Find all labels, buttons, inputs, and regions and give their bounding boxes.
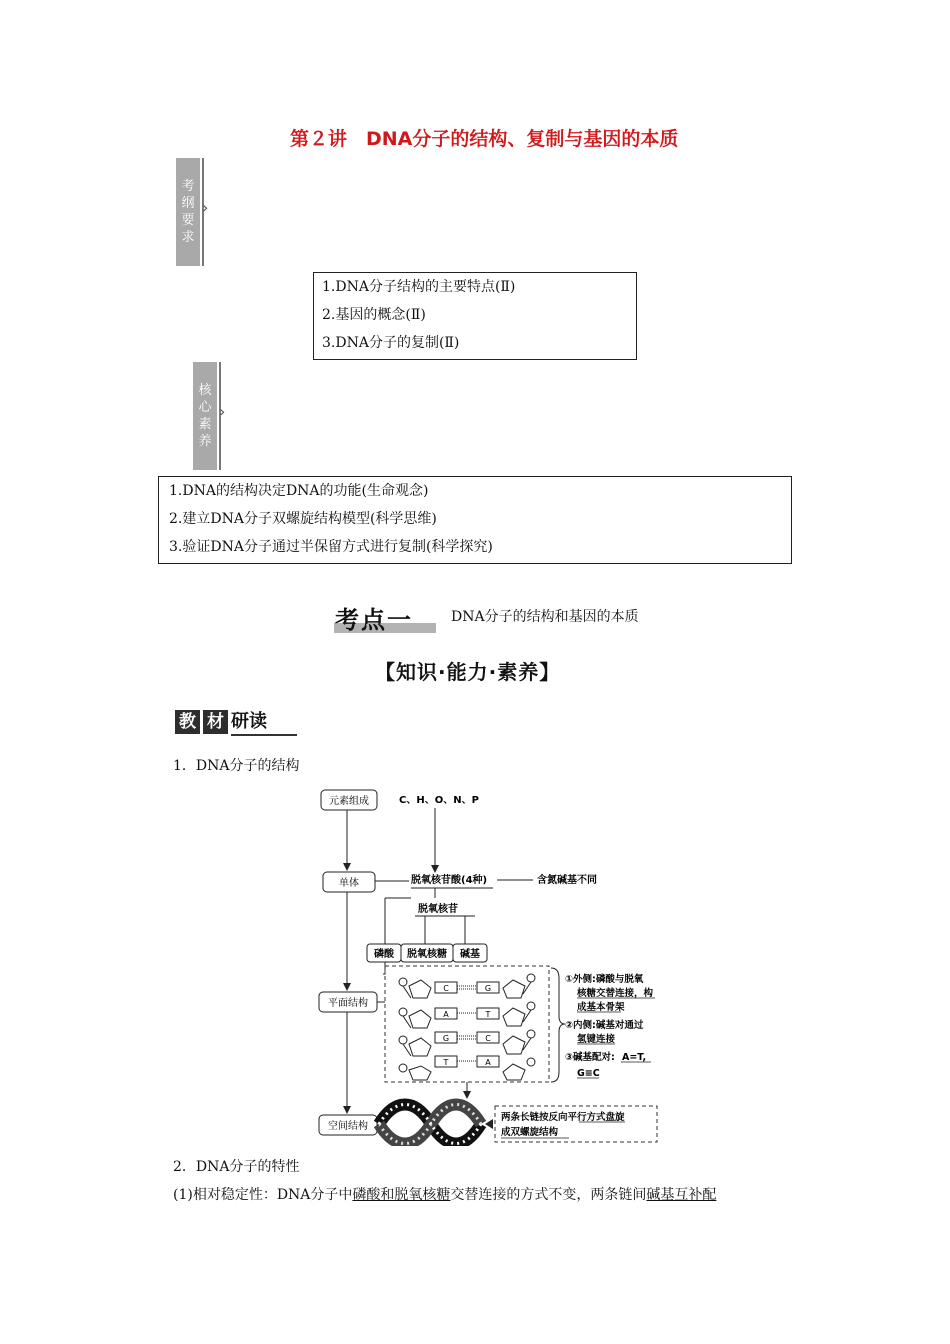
hexin-box [158, 476, 792, 564]
dna-backbone-left [399, 978, 431, 1080]
hexin-tab-char: 心 [198, 400, 212, 415]
monomer-note: 含氮碱基不同 [537, 875, 597, 886]
section-title: 【知识·能力·素养】 [375, 660, 561, 684]
paragraph-stability [173, 1184, 716, 1204]
svg-text:②内侧:碱基对通过: ②内侧:碱基对通过 [565, 1020, 644, 1031]
part-deoxyribose [401, 944, 453, 962]
kaogang-tab-char: 纲 [181, 196, 195, 211]
kaogang-item: 2.基因的概念(Ⅱ) [322, 307, 426, 323]
base-pair [435, 982, 499, 993]
para-text: (1)相对稳定性：DNA分子中 [173, 1187, 353, 1203]
left-label-monomer [323, 872, 375, 892]
svg-text:单体: 单体 [339, 878, 359, 889]
kaodian-subtitle: DNA分子的结构和基因的本质 [451, 609, 639, 625]
badge-text: 研读 [231, 711, 267, 732]
kaogang-box [313, 272, 637, 360]
nucleoside-text: 脱氧核苷 [418, 904, 458, 915]
svg-text:核糖交替连接，构: 核糖交替连接，构 [577, 988, 654, 999]
left-label-space [319, 1115, 377, 1135]
svg-text:两条长链按反向平行方式盘旋: 两条长链按反向平行方式盘旋 [501, 1112, 625, 1123]
svg-text:成基本骨架: 成基本骨架 [577, 1002, 625, 1013]
svg-text:氢键连接: 氢键连接 [577, 1034, 616, 1045]
svg-text:元素组成: 元素组成 [329, 796, 369, 807]
svg-text:空间结构: 空间结构 [328, 1121, 368, 1132]
kaogang-tab-char: 考 [181, 179, 195, 194]
svg-text:T: T [443, 1058, 449, 1067]
chevron-right-icon: › [219, 402, 226, 421]
svg-text:G: G [484, 984, 492, 993]
svg-text:G: G [442, 1034, 450, 1043]
part-phosphate [367, 944, 401, 962]
para-text: 交替连接的方式不变，两条链间 [450, 1187, 647, 1203]
page-title: 第２讲 DNA分子的结构、复制与基因的本质 [290, 128, 679, 150]
hexin-tab-char: 核 [198, 383, 212, 398]
svg-text:G≡C: G≡C [577, 1068, 600, 1079]
svg-text:成双螺旋结构: 成双螺旋结构 [501, 1127, 559, 1138]
svg-text:碱基: 碱基 [460, 949, 480, 960]
svg-text:平面结构: 平面结构 [328, 998, 368, 1009]
svg-text:①外侧:磷酸与脱氧: ①外侧:磷酸与脱氧 [565, 974, 644, 985]
hexin-item: 2.建立DNA分子双螺旋结构模型(科学思维) [169, 511, 437, 527]
hexin-tab-char: 养 [198, 434, 212, 449]
base-pair [435, 1056, 499, 1067]
kaogang-tab [176, 158, 200, 266]
svg-text:磷酸: 磷酸 [374, 949, 394, 960]
plane-notes [565, 973, 654, 1079]
base-pair [435, 1008, 499, 1019]
svg-text:C: C [485, 1034, 491, 1043]
badge-underline [231, 734, 297, 736]
arrow-left-icon [485, 1119, 493, 1129]
hexin-tab [193, 362, 217, 470]
badge-char: 材 [203, 710, 228, 734]
kaogang-tab-char: 要 [181, 213, 195, 228]
left-label-element [321, 790, 377, 810]
heading-dna-structure: 1．DNA分子的结构 [173, 758, 300, 774]
dna-backbone-right [503, 974, 535, 1080]
helix-note [501, 1111, 625, 1138]
base-pair [435, 1032, 499, 1043]
svg-text:脱氧核糖: 脱氧核糖 [407, 949, 447, 960]
svg-text:T: T [485, 1010, 491, 1019]
heading-dna-properties: 2．DNA分子的特性 [173, 1159, 300, 1175]
monomer-text: 脱氧核苷酸(4种) [411, 875, 488, 886]
svg-text:A=T,: A=T, [622, 1052, 647, 1063]
para-underlined: 碱基互补配 [646, 1187, 717, 1203]
jiaocai-badge [175, 710, 299, 734]
hexin-tab-char: 素 [198, 417, 212, 432]
part-base [453, 944, 487, 962]
chevron-right-icon: › [202, 198, 209, 217]
svg-text:C: C [443, 984, 449, 993]
kaogang-item: 3.DNA分子的复制(Ⅱ) [322, 335, 460, 351]
para-underlined: 磷酸和脱氧核糖 [352, 1187, 451, 1203]
kaogang-tab-char: 求 [181, 230, 195, 245]
hexin-item: 1.DNA的结构决定DNA的功能(生命观念) [169, 483, 429, 499]
kaodian-label: 考点一 [335, 606, 413, 634]
kaogang-item: 1.DNA分子结构的主要特点(Ⅱ) [322, 279, 516, 295]
hexin-item: 3.验证DNA分子通过半保留方式进行复制(科学探究) [169, 539, 493, 555]
left-label-plane [319, 992, 377, 1012]
double-helix-image [379, 1105, 481, 1144]
svg-text:③碱基配对:: ③碱基配对: [565, 1052, 615, 1063]
svg-text:A: A [485, 1058, 491, 1067]
svg-text:A: A [443, 1010, 449, 1019]
badge-char: 教 [175, 710, 200, 734]
elements-text: C、H、O、N、P [399, 795, 479, 806]
dna-structure-diagram [315, 784, 665, 1146]
